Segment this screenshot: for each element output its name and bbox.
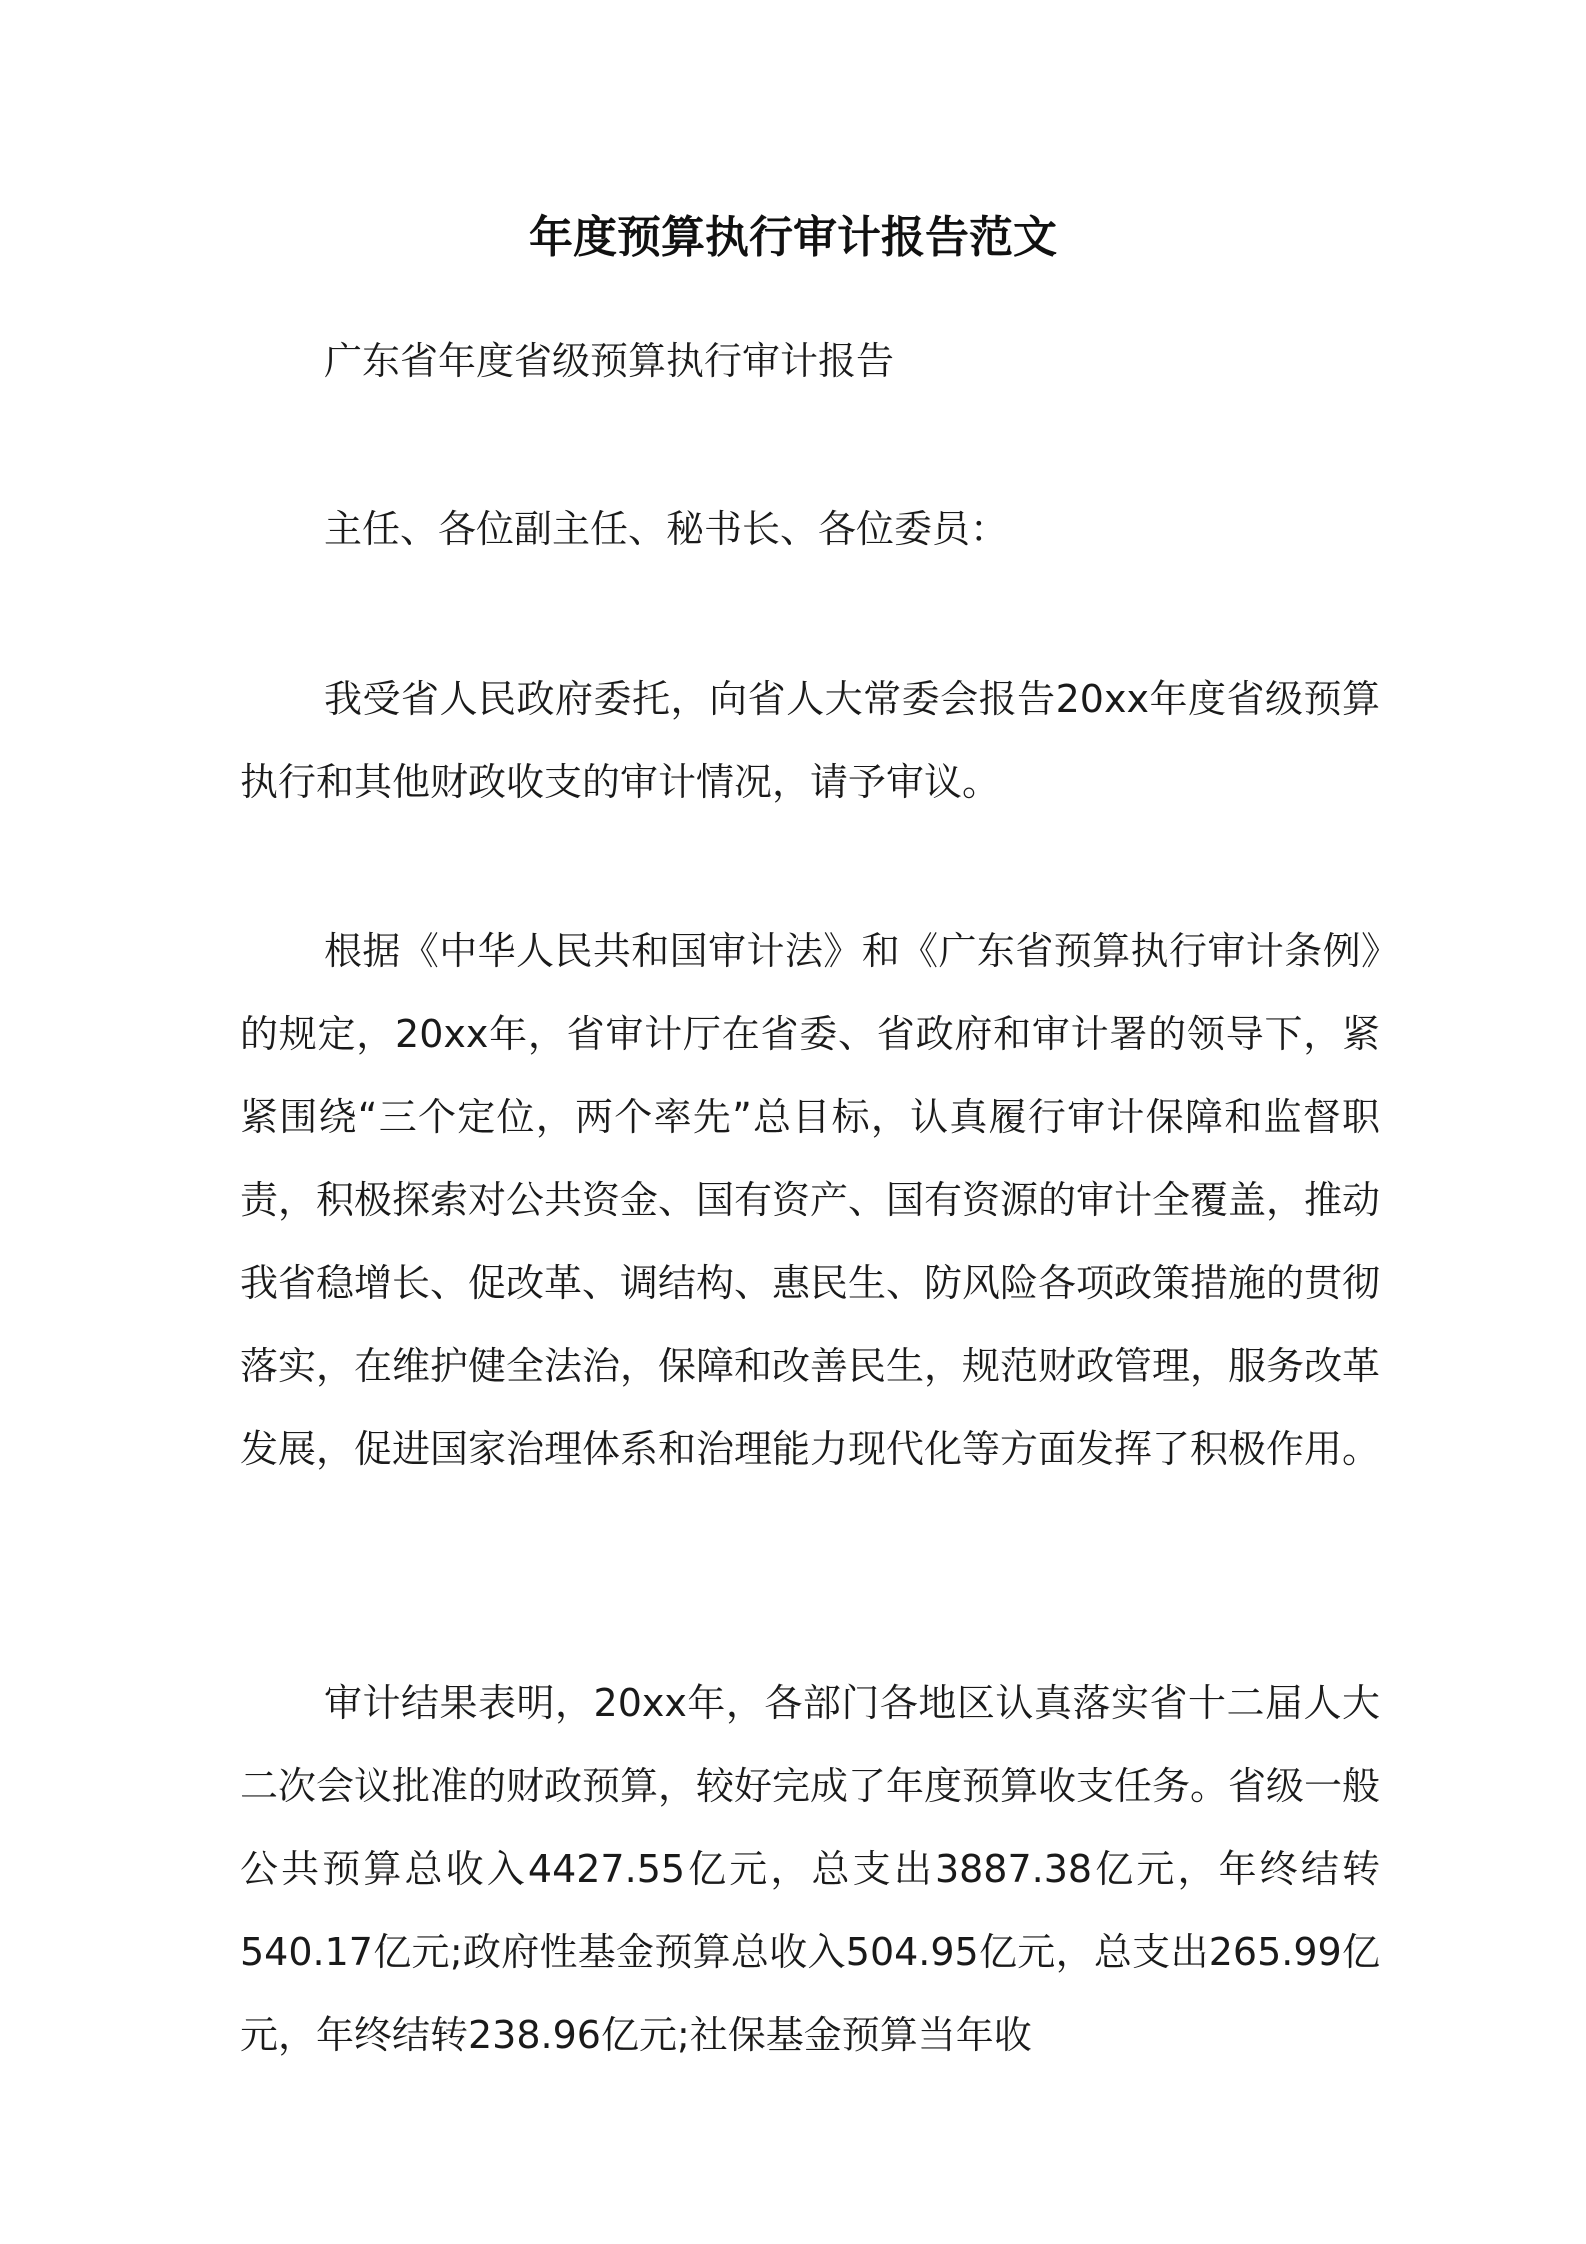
legal-basis-paragraph: 根据《中华人民共和国审计法》和《广东省预算执行审计条例》的规定，20xx年，省审计厅在省委、省政府和审计署的领导下，紧紧围绕“三个定位，两个率先”总目标，认真履行审计保障和监督职责，积极探索对公共资金、国有资产、国有资源的审计全覆盖，推动我省稳增长、促改革、调结构、惠民生、防风险各项政策措施的贯彻落实，在维护健全法治，保障和改善民生，规范财政管理，服务改革发展，促进国家治理体系和治理能力现代化等方面发挥了积极作用。 xyxy=(240,929,1381,1471)
audit-results-paragraph: 审计结果表明，20xx年，各部门各地区认真落实省十二届人大二次会议批准的财政预算，较好完成了年度预算收支任务。省级一般公共预算总收入4427.55亿元，总支出3887.38亿元，年终结转540.17亿元;政府性基金预算总收入504.95亿元，总支出265.99亿元，年终结转238.96亿元;社保基金预算当年收 xyxy=(240,1681,1380,2057)
intro-paragraph: 我受省人民政府委托，向省人大常委会报告20xx年度省级预算执行和其他财政收支的审计情况，请予审议。 xyxy=(240,677,1380,804)
document-title: 年度预算执行审计报告范文 xyxy=(529,212,1057,263)
salutation-paragraph: 主任、各位副主任、秘书长、各位委员： xyxy=(324,507,1009,551)
report-subtitle: 广东省年度省级预算执行审计报告 xyxy=(324,339,895,383)
